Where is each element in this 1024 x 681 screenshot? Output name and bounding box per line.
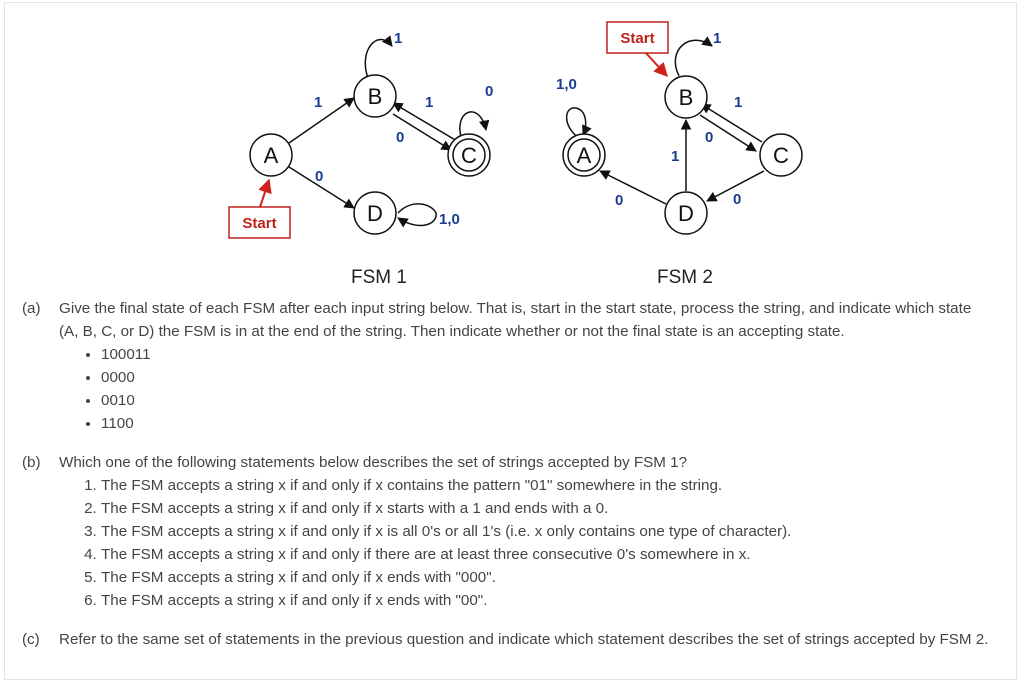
fsm2-caption: FSM 2 (657, 267, 713, 288)
fsm1-self-loop-d (398, 204, 436, 226)
fsm2-start-arrow (645, 52, 667, 76)
fsm1-state-b-label: B (367, 84, 383, 109)
fsm2-edge-label-c-d: 0 (733, 191, 742, 208)
list-item: 1. The FSM accepts a string x if and only if x contains the pattern "01" somewhere in the string. (101, 474, 994, 497)
fsm1-state-a-label: A (263, 143, 279, 168)
question-b-tag: (b) (22, 454, 41, 471)
fsm1-edge-label-b-b: 1 (394, 30, 403, 47)
fsm2-self-loop-a (576, 108, 586, 135)
fsm1 (229, 30, 493, 288)
fsm2-state-a-label: A (576, 143, 592, 168)
fsm2-state-d-label: D (678, 201, 694, 226)
fsm1-edge-label-d-d: 1,0 (439, 211, 460, 228)
fsm2-edge-d-a (600, 171, 666, 204)
fsm1-edge-label-a-b: 1 (314, 94, 323, 111)
fsm1-edge-label-c-c: 0 (485, 83, 494, 100)
fsm2-edge-label-b-c: 0 (705, 129, 714, 146)
list-item: • 0000 (101, 366, 994, 389)
list-item: • 100011 (101, 343, 994, 366)
question-b-text: Which one of the following statements below describes the set of strings accepted by FSM 1? (59, 454, 688, 471)
fsm2-edge-label-a-a: 1,0 (556, 76, 577, 93)
fsm2 (556, 22, 802, 288)
fsm1-edge-label-c-b: 1 (425, 94, 434, 111)
fsm2-edge-label-b-b: 1 (713, 30, 722, 47)
question-a (22, 297, 994, 435)
fsm2-self-loop-b (675, 40, 712, 76)
question-c-text: Refer to the same set of statements in the previous question and indicate which statement describes the set of strings accepted by FSM 2. (59, 631, 989, 648)
question-b (22, 451, 994, 612)
question-c-tag: (c) (22, 631, 40, 648)
question-a-input-list (59, 343, 994, 435)
fsm1-self-loop-b (365, 39, 392, 78)
question-c (22, 628, 994, 651)
question-a-text: Give the final state of each FSM after each input string below. That is, start in the start state, process the string, and indicate which state (A, B, C, or D) the FSM is in at the end of the string. Then indicate whether or not the final state is an accepting state. (59, 300, 972, 340)
fsm1-state-d-label: D (367, 201, 383, 226)
fsm2-state-b-label: B (678, 85, 694, 110)
list-item: 3. The FSM accepts a string x if and only if x is all 0's or all 1's (i.e. x only contains one type of character). (101, 520, 994, 543)
fsm2-edge-label-d-b: 1 (671, 148, 680, 165)
fsm2-self-loop-a-left (567, 108, 579, 138)
fsm2-edge-label-d-a: 0 (615, 192, 624, 209)
fsm2-start-label: Start (620, 30, 655, 47)
list-item: 4. The FSM accepts a string x if and only if there are at least three consecutive 0's somewhere in x. (101, 543, 994, 566)
fsm2-state-c-label: C (773, 143, 789, 168)
list-item: • 0010 (101, 389, 994, 412)
list-item: 5. The FSM accepts a string x if and only if x ends with "000". (101, 566, 994, 589)
fsm1-start-label: Start (242, 215, 277, 232)
fsm-diagrams (0, 0, 1024, 300)
fsm1-start-arrow (260, 180, 269, 207)
list-item: 6. The FSM accepts a string x if and only if x ends with "00". (101, 589, 994, 612)
fsm1-state-c-label: C (461, 143, 477, 168)
list-item: 2. The FSM accepts a string x if and only if x starts with a 1 and ends with a 0. (101, 497, 994, 520)
fsm2-edge-label-c-b: 1 (734, 94, 743, 111)
fsm1-edge-label-a-d: 0 (315, 168, 324, 185)
fsm1-edge-label-b-c: 0 (396, 129, 405, 146)
question-a-tag: (a) (22, 300, 41, 317)
fsm1-caption: FSM 1 (351, 267, 407, 288)
list-item: • 1100 (101, 412, 994, 435)
question-b-statement-list (59, 474, 994, 612)
